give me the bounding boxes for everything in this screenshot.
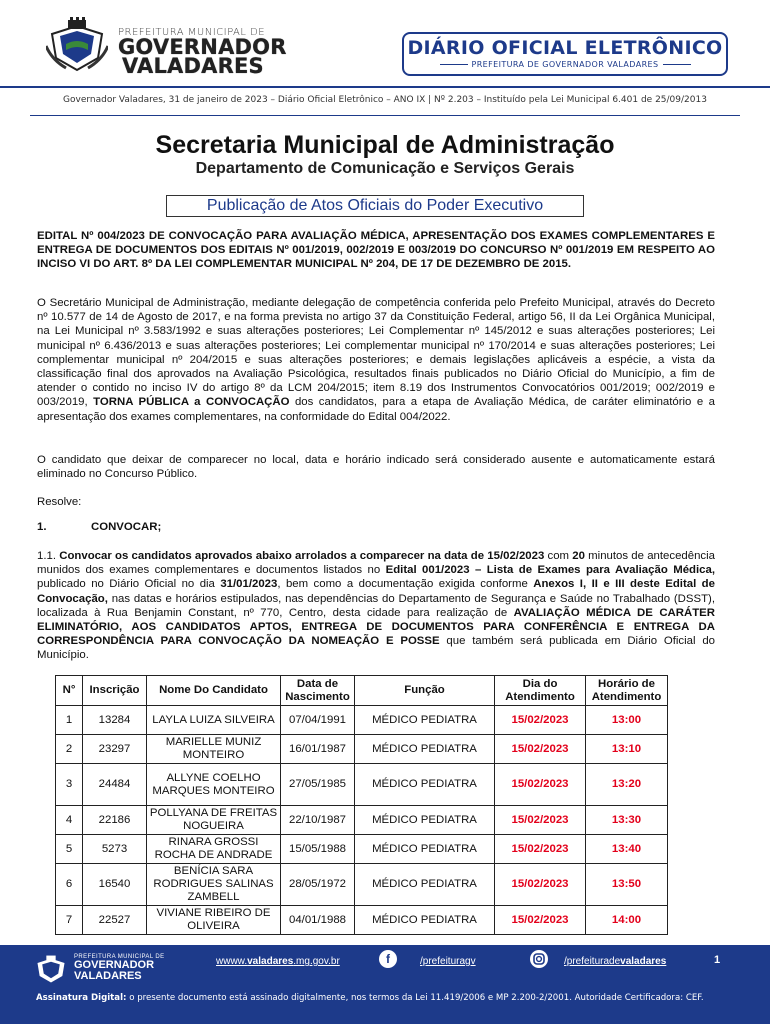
diario-title: DIÁRIO OFICIAL ELETRÔNICO (407, 37, 723, 59)
cell-dia: 15/02/2023 (495, 706, 586, 735)
info-divider (30, 115, 740, 116)
cell-dia: 15/02/2023 (495, 806, 586, 835)
insta-pre: /prefeiturade (564, 956, 621, 967)
cell-horario: 13:50 (586, 864, 668, 906)
cell-nascimento: 04/01/1988 (281, 906, 355, 935)
digital-signature-note (36, 993, 756, 1003)
header-numero: N° (56, 676, 83, 706)
instagram-icon[interactable] (530, 950, 548, 968)
cell-horario: 13:30 (586, 806, 668, 835)
cell-inscricao: 22527 (83, 906, 147, 935)
cell-nascimento: 07/04/1991 (281, 706, 355, 735)
cell-nome: MARIELLE MUNIZ MONTEIRO (147, 735, 281, 764)
diario-oficial-logo (402, 32, 728, 76)
table-row (56, 764, 668, 806)
sign-bold: Assinatura Digital: (36, 993, 127, 1003)
p4-text1: com (544, 550, 573, 562)
sign-text: o presente documento está assinado digitalmente, nos termos da Lei 11.419/2006 e MP 2.200-2/2001. Autoridade Certificadora: CEF. (126, 993, 704, 1003)
page-header (0, 0, 770, 88)
item-number: 1. (37, 521, 47, 533)
prefeitura-logo (118, 27, 287, 78)
cell-numero: 6 (56, 864, 83, 906)
p4-bold4: 31/01/2023 (220, 578, 278, 591)
cell-dia: 15/02/2023 (495, 735, 586, 764)
instagram-link[interactable] (564, 956, 666, 967)
cell-funcao: MÉDICO PEDIATRA (355, 764, 495, 806)
facebook-link[interactable]: /prefeituragv (420, 956, 476, 967)
prefeitura-name-line1: GOVERNADOR (118, 35, 287, 59)
header-nascimento: Data de Nascimento (281, 676, 355, 706)
header-funcao: Função (355, 676, 495, 706)
p4-num: 1.1. (37, 550, 60, 562)
p4-text4: , bem como a documentação exigida conforme (277, 578, 534, 591)
table-row (56, 906, 668, 935)
table-row (56, 835, 668, 864)
p1-bold: TORNA PÚBLICA a CONVOCAÇÃO (93, 396, 290, 409)
cell-numero: 5 (56, 835, 83, 864)
cell-nascimento: 15/05/1988 (281, 835, 355, 864)
diario-subtitle: PREFEITURA DE GOVERNADOR VALADARES (404, 60, 726, 69)
header-divider (0, 86, 770, 88)
cell-numero: 7 (56, 906, 83, 935)
p4-text5: nas datas e horários estipulados, nas dependências do Departamento de Segurança e Saúde no Trabalhado (DSST), localizada à Rua Benjamin Constant, nº 770, Centro, desta cidade para realização de (37, 592, 715, 619)
p4-text6: que também será publicada em Diário Oficial do Município. (37, 635, 715, 662)
cell-nome: BENÍCIA SARA RODRIGUES SALINAS ZAMBELL (147, 864, 281, 906)
cell-funcao: MÉDICO PEDIATRA (355, 864, 495, 906)
cell-nome: VIVIANE RIBEIRO DE OLIVEIRA (147, 906, 281, 935)
page-footer (0, 945, 770, 1024)
cell-inscricao: 5273 (83, 835, 147, 864)
site-pre: wwww. (216, 956, 248, 967)
paragraph-considerandos (37, 296, 715, 424)
edital-heading: EDITAL Nº 004/2023 DE CONVOCAÇÃO PARA AVALIAÇÃO MÉDICA, APRESENTAÇÃO DOS EXAMES COMPLEMENTARES E ENTREGA DE DOCUMENTOS DOS EDITAIS Nº 001/2019, 002/2019 E 003/2019 DO CONCURSO Nº 001/2019 EM RESPEITO AO INCISO VI DO ART. 8º DA LEI COMPLEMENTAR MUNICIPAL Nº 204, DE 17 DE DEZEMBRO DE 2015. (37, 230, 715, 271)
cell-numero: 2 (56, 735, 83, 764)
cell-horario: 13:00 (586, 706, 668, 735)
cell-numero: 1 (56, 706, 83, 735)
facebook-icon[interactable]: f (379, 950, 397, 968)
site-post: .mg.gov.br (293, 956, 340, 967)
table-header-row (56, 676, 668, 706)
header-nome: Nome Do Candidato (147, 676, 281, 706)
header-dia: Dia do Atendimento (495, 676, 586, 706)
p1-text-b: dos candidatos, para a etapa de Avaliação Médica, de caráter eliminatório e a apresentação dos exames complementares, na conformidade do Edital 004/2022. (37, 396, 716, 423)
header-inscricao: Inscrição (83, 676, 147, 706)
cell-dia: 15/02/2023 (495, 835, 586, 864)
cell-nome: POLLYANA DE FREITAS NOGUEIRA (147, 806, 281, 835)
paragraph-ausencia: O candidato que deixar de comparecer no local, data e horário indicado será considerado ausente e automaticamente estará eliminado no Concurso Público. (37, 454, 715, 481)
cell-nome: ALLYNE COELHO MARQUES MONTEIRO (147, 764, 281, 806)
website-link[interactable] (216, 956, 340, 967)
cell-horario: 13:10 (586, 735, 668, 764)
cell-nascimento: 16/01/1987 (281, 735, 355, 764)
table-row (56, 806, 668, 835)
footer-crest-icon (34, 954, 68, 984)
cell-inscricao: 16540 (83, 864, 147, 906)
cell-dia: 15/02/2023 (495, 864, 586, 906)
cell-numero: 4 (56, 806, 83, 835)
p4-bold6: AVALIAÇÃO MÉDICA DE CARÁTER ELIMINATÓRIO, AOS CANDIDATOS APTOS, ENTREGA DE DOCUMENTOS PARA CONFERÊNCIA E ENTREGA DA CORRESPONDÊNCIA PARA CONVOCAÇÃO DA NOMEAÇÃO E POSSE (37, 606, 715, 648)
edition-info-line: Governador Valadares, 31 de janeiro de 2023 – Diário Oficial Eletrônico – ANO IX | Nº 2.203 – Instituído pela Lei Municipal 6.401 de 25/09/2013 (63, 95, 707, 105)
city-crest-icon (46, 16, 108, 74)
p4-text2: minutos de antecedência munidos dos exames complementares e documentos listados no (37, 550, 715, 577)
p4-text3: publicado no Diário Oficial no dia (37, 578, 221, 591)
paragraph-resolve: Resolve: (37, 496, 82, 508)
cell-inscricao: 22186 (83, 806, 147, 835)
table-row (56, 706, 668, 735)
cell-horario: 14:00 (586, 906, 668, 935)
p4-bold1: Convocar os candidatos aprovados abaixo arrolados a comparecer na data de 15/02/2023 (59, 550, 545, 562)
cell-inscricao: 23297 (83, 735, 147, 764)
cell-inscricao: 24484 (83, 764, 147, 806)
cell-inscricao: 13284 (83, 706, 147, 735)
cell-numero: 3 (56, 764, 83, 806)
footer-pref-small: PREFEITURA MUNICIPAL DE (74, 954, 165, 960)
p1-text-a: O Secretário Municipal de Administração, mediante delegação de competência conferida pelo Prefeito Municipal, através do Decreto nº 10.577 de 14 de Agosto de 2017, e na forma prevista no artigo 37 da Constituição Federal, artigo 56, II da Lei Orgânica Municipal, na Lei Municipal nº 3.583/1992 e suas alterações posteriores; Lei Complementar nº 145/2012 e suas alterações posteriores; Lei municipal nº 6.436/2013 e suas alterações posteriores; Lei complementar municipal nº 170/2014 e suas alterações posteriores; Lei complementar municipal nº 204/2015 e suas alterações posteriores; e demais legislações aplicáveis a espécie, a vista da classificação final dos aprovados na Avaliação Psicológica, resultados finais publicados no Diário Oficial do Município, a fim de atender o contido no inciso IV do artigo 8º da LCM 204/2015; item 8.19 dos Instrumentos Convocatórios 001/2019; 002/2019 e 003/2019, (37, 297, 715, 409)
site-bold: valadares (247, 956, 294, 967)
footer-pref-line1: GOVERNADOR (74, 959, 155, 971)
cell-dia: 15/02/2023 (495, 764, 586, 806)
candidates-table (55, 675, 668, 935)
cell-horario: 13:40 (586, 835, 668, 864)
item-label: CONVOCAR; (91, 521, 162, 533)
p4-bold3: Edital 001/2023 – Lista de Exames para Avaliação Médica, (385, 564, 715, 577)
footer-pref-line2: VALADARES (74, 970, 142, 982)
cell-funcao: MÉDICO PEDIATRA (355, 735, 495, 764)
table-row (56, 864, 668, 906)
cell-funcao: MÉDICO PEDIATRA (355, 706, 495, 735)
departamento-title: Departamento de Comunicação e Serviços Gerais (195, 160, 575, 177)
prefeitura-name-line2: VALADARES (122, 54, 264, 78)
prefeitura-small-label: PREFEITURA MUNICIPAL DE (118, 27, 266, 38)
page-number: 1 (714, 954, 721, 966)
secretaria-title: Secretaria Municipal de Administração (155, 131, 615, 159)
cell-horario: 13:20 (586, 764, 668, 806)
cell-funcao: MÉDICO PEDIATRA (355, 835, 495, 864)
publicacao-banner: Publicação de Atos Oficiais do Poder Executivo (166, 195, 584, 217)
table-row (56, 735, 668, 764)
cell-nome: LAYLA LUIZA SILVEIRA (147, 706, 281, 735)
cell-nascimento: 28/05/1972 (281, 864, 355, 906)
cell-dia: 15/02/2023 (495, 906, 586, 935)
footer-prefeitura-logo (74, 954, 165, 982)
item-convocar (37, 521, 161, 533)
cell-nome: RINARA GROSSI ROCHA DE ANDRADE (147, 835, 281, 864)
insta-bold: valadares (620, 956, 667, 967)
cell-nascimento: 22/10/1987 (281, 806, 355, 835)
paragraph-convocacao (37, 549, 715, 663)
cell-funcao: MÉDICO PEDIATRA (355, 906, 495, 935)
cell-nascimento: 27/05/1985 (281, 764, 355, 806)
p4-bold2: 20 (572, 550, 585, 562)
p4-bold5: Anexos I, II e III deste Edital de Convocação, (37, 578, 715, 605)
cell-funcao: MÉDICO PEDIATRA (355, 806, 495, 835)
header-horario: Horário de Atendimento (586, 676, 668, 706)
